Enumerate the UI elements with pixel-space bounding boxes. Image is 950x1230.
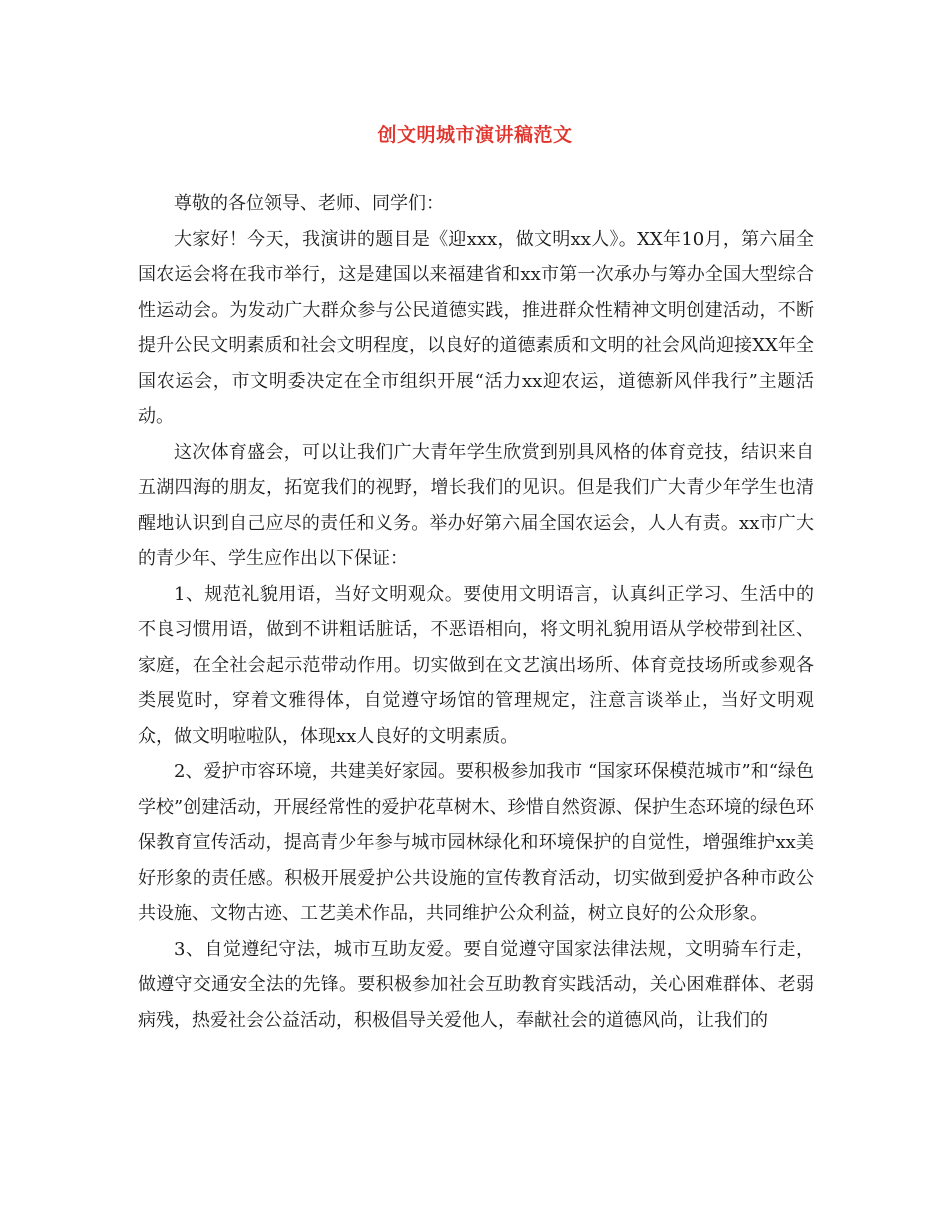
document-body <box>138 186 814 1038</box>
paragraph-point-3: 3、自觉遵纪守法，城市互助友爱。要自觉遵守国家法律法规，文明骑车行走，做遵守交通安全法的先锋。要积极参加社会互助教育实践活动，关心困难群体、老弱病残，热爱社会公益活动，积极倡导关爱他人，奉献社会的道德风尚，让我们的 <box>138 938 814 1031</box>
paragraph-event: 这次体育盛会，可以让我们广大青年学生欣赏到别具风格的体育竞技，结识来自五湖四海的朋友，拓宽我们的视野，增长我们的见识。但是我们广大青少年学生也清醒地认识到自己应尽的责任和义务。举办好第六届全国农运会，人人有责。xx市广大的青少年、学生应作出以下保证： <box>138 441 814 569</box>
document-title: 创文明城市演讲稿范文 <box>377 124 573 146</box>
paragraph-point-2: 2、爱护市容环境，共建美好家园。要积极参加我市 “国家环保模范城市”和“绿色学校”创建活动，开展经常性的爱护花草树木、珍惜自然资源、保护生态环境的绿色环保教育宣传活动，提高青少年参与城市园林绿化和环境保护的自觉性，增强维护xx美好形象的责任感。积极开展爱护公共设施的宣传教育活动，切实做到爱护各种市政公共设施、文物古迹、工艺美术作品，共同维护公众利益，树立良好的公众形象。 <box>138 761 814 924</box>
paragraph-point-1: 1、规范礼貌用语，当好文明观众。要使用文明语言，认真纠正学习、生活中的不良习惯用语，做到不讲粗话脏话，不恶语相向，将文明礼貌用语从学校带到社区、家庭，在全社会起示范带动作用。切实做到在文艺演出场所、体育竞技场所或参观各类展览时，穿着文雅得体，自觉遵守场馆的管理规定，注意言谈举止，当好文明观众，做文明啦啦队，体现xx人良好的文明素质。 <box>138 583 814 747</box>
paragraph-salutation: 尊敬的各位领导、老师、同学们： <box>174 193 444 214</box>
paragraph-greeting: 大家好！今天，我演讲的题目是《迎xxx，做文明xx人》。XX年10月，第六届全国农运会将在我市举行，这是建国以来福建省和xx市第一次承办与筹办全国大型综合性运动会。为发动广大群众参与公民道德实践，推进群众性精神文明创建活动，不断提升公民文明素质和社会文明程度，以良好的道德素质和文明的社会风尚迎接XX年全国农运会，市文明委决定在全市组织开展“活力xx迎农运，道德新风伴我行”主题活动。 <box>138 228 815 427</box>
